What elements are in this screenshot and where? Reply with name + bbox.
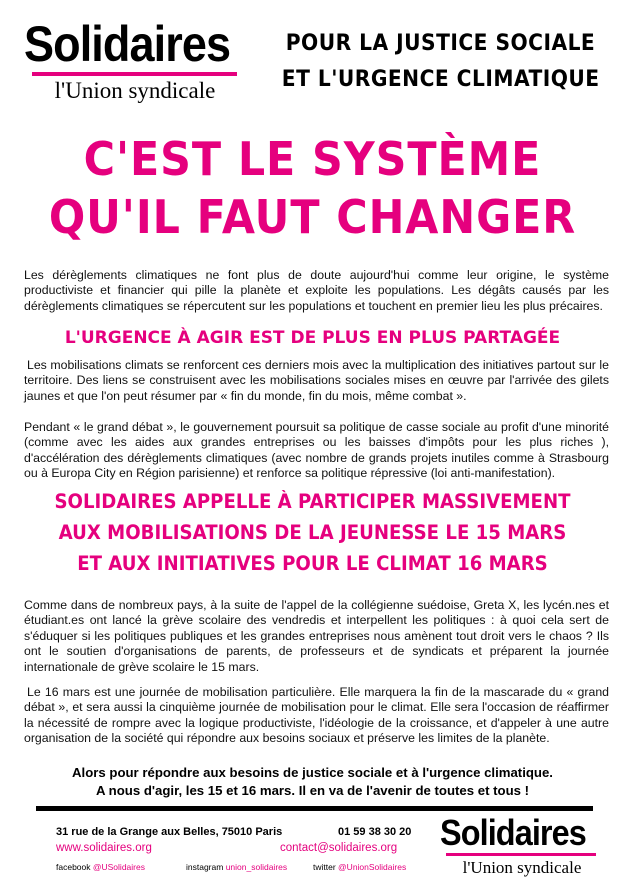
call-line: ET AUX INITIATIVES POUR LE CLIMAT 16 MARS [77, 552, 548, 575]
solidaires-logo [24, 18, 246, 104]
logo-underline [446, 853, 596, 856]
logo-wordmark: Solidaires [440, 812, 586, 853]
subheading: L'URGENCE À AGIR EST DE PLUS EN PLUS PARTAGÉE [64, 328, 561, 348]
footer-phone: 01 59 38 30 20 [338, 826, 412, 838]
headline-line: C'EST LE SYSTÈME [83, 132, 542, 186]
footer-address: 31 rue de la Grange aux Belles, 75010 Paris [56, 826, 283, 838]
footer-twitter[interactable] [313, 862, 406, 872]
header-slogan [268, 26, 613, 98]
facebook-label: facebook [56, 862, 91, 872]
logo-underline [32, 72, 237, 76]
footer-instagram[interactable] [186, 862, 287, 872]
footer-facebook[interactable] [56, 862, 145, 872]
logo-tagline: l'Union syndicale [462, 858, 582, 877]
closing-statement [0, 764, 625, 800]
grand-debat-paragraph: Pendant « le grand débat », le gouvernement poursuit sa politique de casse sociale au profit d'une minorité (comme avec les aides aux grandes entreprises ou les baisses d'impôts pour les plus riches ), d'accélération des dérèglements climatiques (avec nombre de grands projets inutiles comme à Strasbourg ou à Europa City en Région parisienne) et renforce sa politique répressive (loi anti-manifestation). [24, 420, 609, 481]
greve-scolaire-paragraph: Comme dans de nombreux pays, à la suite de l'appel de la collégienne suédoise, Greta X, les lycén.nes et étudiant.es ont lancé la grève scolaire des vendredis et interpellent les politiques : à quoi cela sert de s'éduquer si les politiques publiques et les grandes entreprises nous amènent tout droit vers le chaos ? Ils ont le soutien d'organisations de parents, de professeurs et de syndicats et préparent la journée internationale de grève scolaire le 15 mars. [24, 598, 609, 674]
footer-website-link[interactable]: www.solidaires.org [56, 842, 152, 854]
footer-divider [36, 806, 593, 811]
footer-email-link[interactable]: contact@solidaires.org [280, 842, 398, 854]
logo-tagline: l'Union syndicale [54, 78, 216, 103]
page-headline [0, 130, 625, 246]
seize-mars-paragraph: Le 16 mars est une journée de mobilisation particulière. Elle marquera la fin de la mascarade du « grand débat », et sera aussi la cinquième journée de mobilisation pour le climat. Elle sera l'occasion de réaffirmer la nécessité de rompre avec la logique productiviste, l'idéologie de la croissance, et d'appeler à une autre organisation de la société qui répondre aux besoins sociaux et préserve les limites de la planète. [24, 685, 609, 746]
closing-line: A nous d'agir, les 15 et 16 mars. Il en va de l'avenir de toutes et tous ! [95, 783, 530, 798]
solidaires-footer-logo [440, 814, 604, 877]
call-to-action [0, 486, 625, 579]
closing-line: Alors pour répondre aux besoins de justice sociale et à l'urgence climatique. [72, 765, 553, 780]
twitter-handle: @UnionSolidaires [338, 862, 407, 872]
call-line: AUX MOBILISATIONS DE LA JEUNESSE LE 15 MARS [58, 521, 567, 544]
logo-wordmark: Solidaires [24, 16, 231, 72]
slogan-line: ET L'URGENCE CLIMATIQUE [281, 67, 600, 92]
slogan-line: POUR LA JUSTICE SOCIALE [285, 31, 596, 56]
headline-line: QU'IL FAUT CHANGER [48, 190, 577, 244]
intro-paragraph: Les dérèglements climatiques ne font plus de doute aujourd'hui comme leur origine, le système productiviste et financier qui pille la planète et exploite les populations. Les dégâts causés par les dérèglements climatiques se répercutent sur les populations et touchent en premier lieu les plus précaires. [24, 268, 609, 313]
instagram-handle: union_solidaires [225, 862, 288, 872]
call-line: SOLIDAIRES APPELLE À PARTICIPER MASSIVEMENT [54, 490, 571, 513]
mobilisations-paragraph: Les mobilisations climats se renforcent ces derniers mois avec la multiplication des initiatives partout sur le territoire. Des liens se construisent avec les mobilisations sociales mises en œuvre par l'arrivée des gilets jaunes et que l'on peut résumer par « fin du monde, fin du mois, même combat ». [24, 358, 609, 403]
twitter-label: twitter [313, 862, 336, 872]
facebook-handle: @USolidaires [92, 862, 145, 872]
instagram-label: instagram [186, 862, 224, 872]
